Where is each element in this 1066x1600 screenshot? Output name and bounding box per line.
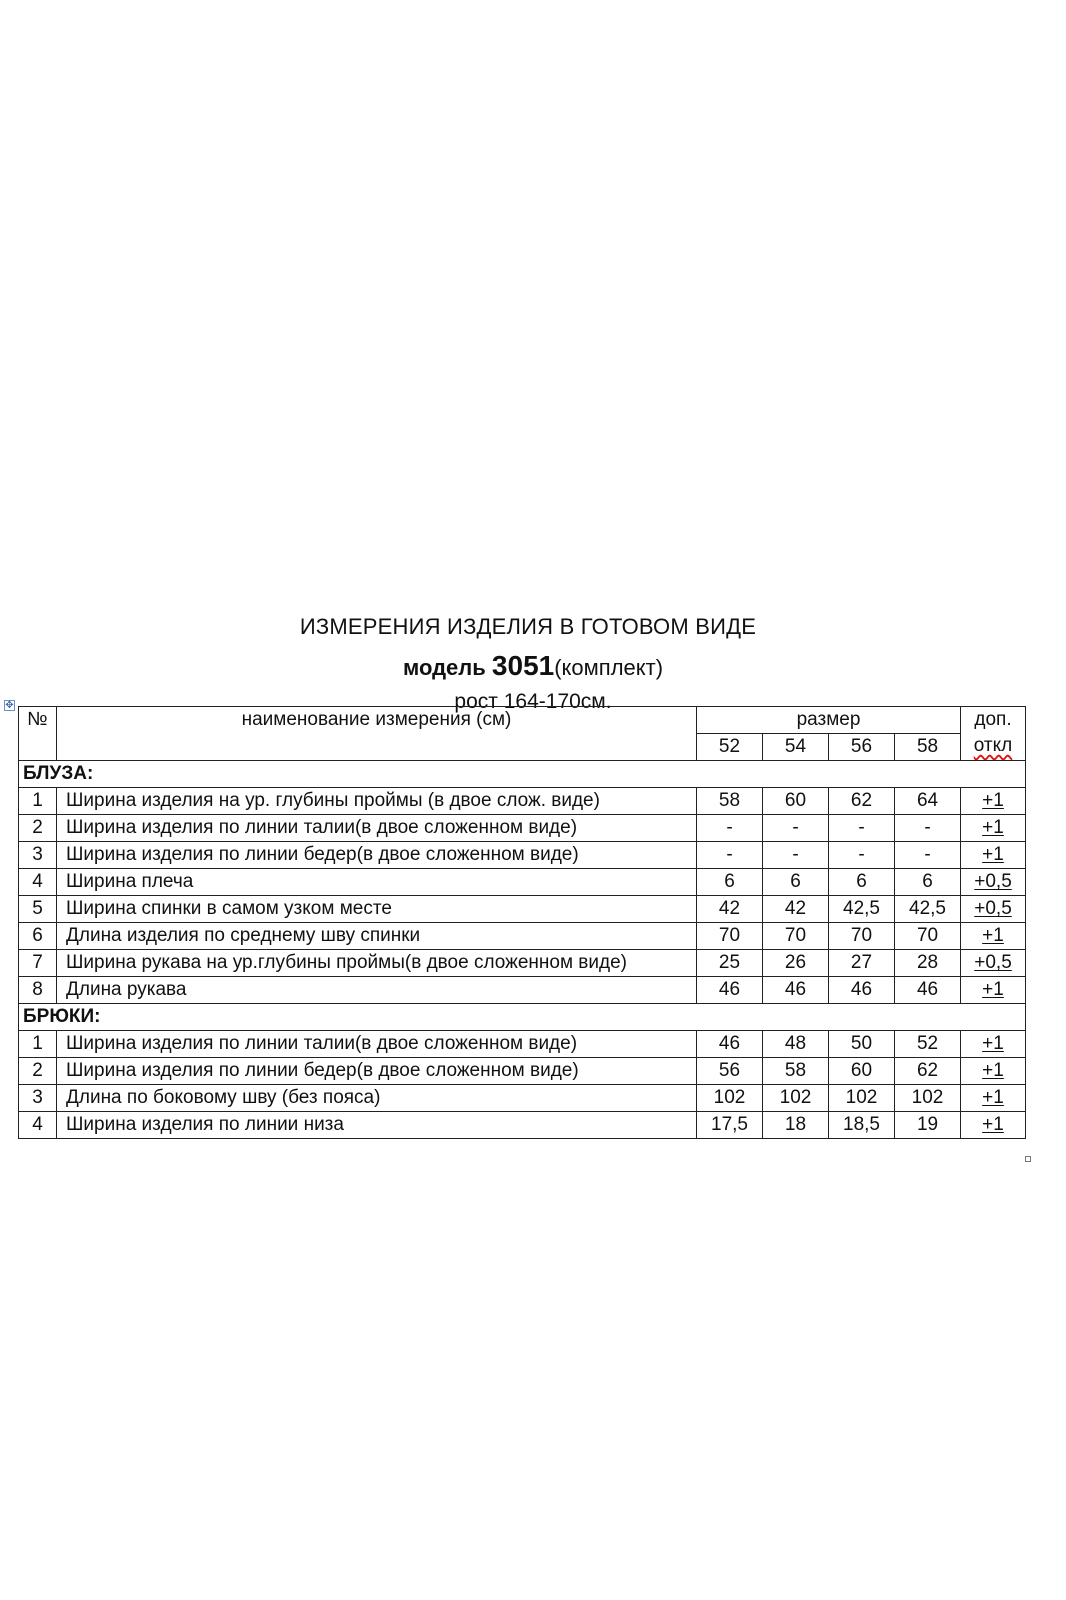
size-value: 70	[763, 923, 829, 950]
measurement-name: Ширина изделия по линии талии(в двое сложенном виде)	[57, 815, 697, 842]
model-suffix: (комплект)	[554, 655, 664, 680]
tolerance-value: +1	[982, 1060, 1004, 1081]
table-row	[19, 815, 1026, 842]
section-title: БЛУЗА:	[19, 761, 1026, 788]
size-value: 70	[697, 923, 763, 950]
size-value: 60	[763, 788, 829, 815]
size-value: 102	[829, 1085, 895, 1112]
row-number: 5	[19, 896, 57, 923]
header-num: №	[19, 707, 57, 761]
section-row	[19, 1004, 1026, 1031]
size-value: -	[763, 815, 829, 842]
table-resize-handle-icon[interactable]	[1025, 1156, 1031, 1162]
tolerance-value: +1	[982, 1033, 1004, 1054]
measurement-name: Ширина плеча	[57, 869, 697, 896]
size-value: 46	[829, 977, 895, 1004]
size-value: -	[829, 815, 895, 842]
header-size-cell: 56	[829, 734, 895, 761]
size-value: 102	[697, 1085, 763, 1112]
size-value: 62	[829, 788, 895, 815]
header-size-cell: 52	[697, 734, 763, 761]
size-value: 102	[895, 1085, 961, 1112]
header-size-cell: 54	[763, 734, 829, 761]
size-value: 42	[697, 896, 763, 923]
size-value: 6	[829, 869, 895, 896]
size-value: 62	[895, 1058, 961, 1085]
measurement-name: Длина изделия по среднему шву спинки	[57, 923, 697, 950]
tolerance	[961, 1031, 1026, 1058]
tolerance-value: +1	[982, 1114, 1004, 1135]
tolerance	[961, 869, 1026, 896]
size-value: 17,5	[697, 1112, 763, 1139]
size-value: 42,5	[829, 896, 895, 923]
table-row	[19, 896, 1026, 923]
tolerance-value: +1	[982, 1087, 1004, 1108]
tolerance	[961, 896, 1026, 923]
tolerance-value: +1	[982, 979, 1004, 1000]
tolerance	[961, 923, 1026, 950]
measurement-name: Ширина изделия по линии низа	[57, 1112, 697, 1139]
size-value: 56	[697, 1058, 763, 1085]
size-value: 46	[697, 1031, 763, 1058]
size-value: 6	[763, 869, 829, 896]
row-number: 2	[19, 815, 57, 842]
size-value: 50	[829, 1031, 895, 1058]
size-value: 64	[895, 788, 961, 815]
header-row	[19, 707, 1026, 734]
tolerance-value: +0,5	[974, 952, 1012, 973]
tolerance	[961, 788, 1026, 815]
size-value: 6	[895, 869, 961, 896]
tolerance-value: +1	[982, 925, 1004, 946]
table-row	[19, 977, 1026, 1004]
size-value: 26	[763, 950, 829, 977]
header-tolerance-line2: откл	[973, 735, 1013, 756]
header-name: наименование измерения (см)	[57, 707, 697, 761]
table-row	[19, 1058, 1026, 1085]
row-number: 1	[19, 788, 57, 815]
row-number: 7	[19, 950, 57, 977]
table-row	[19, 1031, 1026, 1058]
tolerance-value: +0,5	[974, 898, 1012, 919]
table-row	[19, 950, 1026, 977]
height-range: рост 164-170см.	[454, 690, 612, 713]
table-row	[19, 788, 1026, 815]
measurement-name: Длина рукава	[57, 977, 697, 1004]
header-size: размер	[697, 707, 961, 734]
size-value: 46	[763, 977, 829, 1004]
size-value: 27	[829, 950, 895, 977]
tolerance	[961, 815, 1026, 842]
tolerance-value: +0,5	[974, 871, 1012, 892]
size-value: 70	[895, 923, 961, 950]
size-value: 60	[829, 1058, 895, 1085]
size-value: 25	[697, 950, 763, 977]
measurement-name: Ширина рукава на ур.глубины проймы(в двое сложенном виде)	[57, 950, 697, 977]
size-value: 52	[895, 1031, 961, 1058]
measurement-name: Ширина изделия на ур. глубины проймы (в двое слож. виде)	[57, 788, 697, 815]
row-number: 2	[19, 1058, 57, 1085]
tolerance	[961, 950, 1026, 977]
row-number: 3	[19, 842, 57, 869]
measurement-name: Длина по боковому шву (без пояса)	[57, 1085, 697, 1112]
row-number: 1	[19, 1031, 57, 1058]
row-number: 4	[19, 1112, 57, 1139]
section-title: БРЮКИ:	[19, 1004, 1026, 1031]
size-value: 6	[697, 869, 763, 896]
table-row	[19, 842, 1026, 869]
model-label: модель	[402, 655, 486, 680]
document-title: ИЗМЕРЕНИЯ ИЗДЕЛИЯ В ГОТОВОМ ВИДЕ	[299, 614, 757, 639]
header-tolerance-line1: доп.	[974, 709, 1012, 730]
size-value: 70	[829, 923, 895, 950]
tolerance	[961, 842, 1026, 869]
size-value: 58	[763, 1058, 829, 1085]
tolerance	[961, 1085, 1026, 1112]
model-line	[0, 650, 1066, 682]
measurement-name: Ширина изделия по линии бедер(в двое сложенном виде)	[57, 1058, 697, 1085]
measurement-name: Ширина спинки в самом узком месте	[57, 896, 697, 923]
tolerance-value: +1	[982, 817, 1004, 838]
section-row	[19, 761, 1026, 788]
tolerance	[961, 1058, 1026, 1085]
size-value: 46	[697, 977, 763, 1004]
size-value: -	[829, 842, 895, 869]
header-size-cell: 58	[895, 734, 961, 761]
size-value: 102	[763, 1085, 829, 1112]
row-number: 8	[19, 977, 57, 1004]
tolerance-value: +1	[982, 844, 1004, 865]
table-row	[19, 923, 1026, 950]
size-value: -	[697, 815, 763, 842]
size-value: 46	[895, 977, 961, 1004]
header-tolerance	[961, 707, 1026, 761]
size-value: -	[895, 815, 961, 842]
tolerance	[961, 977, 1026, 1004]
tolerance	[961, 1112, 1026, 1139]
size-value: 19	[895, 1112, 961, 1139]
size-value: 42,5	[895, 896, 961, 923]
row-number: 3	[19, 1085, 57, 1112]
size-value: 48	[763, 1031, 829, 1058]
size-value: 18	[763, 1112, 829, 1139]
measurement-name: Ширина изделия по линии бедер(в двое сложенном виде)	[57, 842, 697, 869]
size-value: -	[895, 842, 961, 869]
table-row	[19, 869, 1026, 896]
size-value: 18,5	[829, 1112, 895, 1139]
model-number: 3051	[491, 650, 555, 681]
table-move-handle-icon[interactable]: ✥	[5, 700, 14, 711]
measurement-name: Ширина изделия по линии талии(в двое сложенном виде)	[57, 1031, 697, 1058]
size-value: 42	[763, 896, 829, 923]
size-value: 58	[697, 788, 763, 815]
size-value: -	[697, 842, 763, 869]
row-number: 6	[19, 923, 57, 950]
table-row	[19, 1085, 1026, 1112]
tolerance-value: +1	[982, 790, 1004, 811]
size-value: 28	[895, 950, 961, 977]
row-number: 4	[19, 869, 57, 896]
measurements-table	[18, 706, 1026, 1139]
size-value: -	[763, 842, 829, 869]
table-row	[19, 1112, 1026, 1139]
